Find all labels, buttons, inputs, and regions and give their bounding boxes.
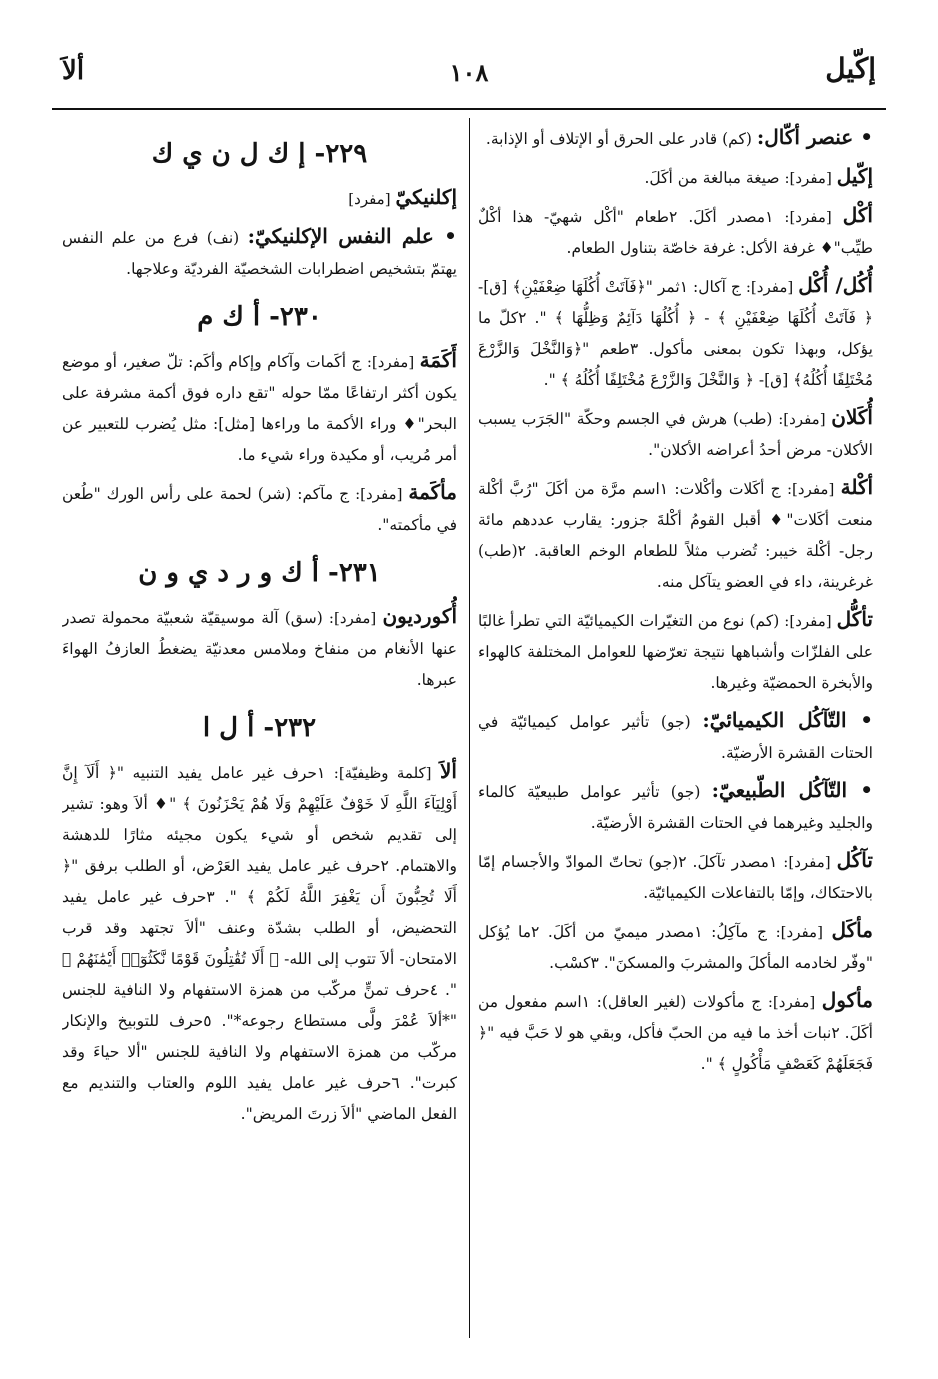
dictionary-entry — [62, 345, 457, 471]
entry-headword: أكْل — [842, 203, 873, 227]
dictionary-entry — [62, 182, 457, 215]
entry-definition: (جو) تأثير عوامل كيميائيّة في الحتات القشرة الأرضيّة. — [478, 713, 873, 762]
entry-grammar-tag: [مفرد]: — [745, 278, 794, 296]
dictionary-entry — [478, 200, 873, 264]
dictionary-entry — [478, 402, 873, 466]
right-column — [478, 122, 873, 1337]
entry-definition: ج آكال: ١ثمر "﴿فَآتَتْ أُكُلَهَا ضِعْفَيْنِ﴾ [ق]- ﴿ فَآتَتْ أُكُلَهَا ضِعْفَيْنِ ﴾ - ﴿ أُكُلُهَا دَآئِمٌ وَظِلُّهَا ﴾ ". ٢كلّ ما يؤكل، وبهذا تكون بمعنى مأكول. ٣طعم "﴿وَالنَّخْلَ وَالزَّرْعَ مُخْتَلِفًا أُكُلُهُ﴾ [ق]- ﴿ وَالنَّخْلَ وَالزَّرْعَ مُخْتَلِفًا أُكُلُهُ ﴾ ". — [478, 278, 873, 389]
entry-definition: (طب) هرش في الجسم وحكّة "الجَرَب يسبب الأكلان- مرض أحدُ أعراضه الأكلان". — [478, 410, 873, 459]
entry-definition: ١مصدر تآكلَ. ٢(جو) تحاتّ الموادّ والأجسام إمّا بالاحتكاك، وإمّا بالتفاعلات الكيميائيّة. — [478, 853, 873, 902]
entry-headword: أَكَمَة — [419, 348, 457, 372]
page-number: ١٠٨ — [449, 58, 489, 87]
page-header — [62, 52, 876, 92]
left-column — [62, 122, 457, 1337]
dictionary-entry — [478, 122, 873, 155]
dictionary-entry — [478, 161, 873, 194]
running-head-last-word: ألاَ — [62, 56, 85, 86]
entry-definition: (كم) نوع من التغيّرات الكيميائيّة التي تطرأ غالبًا على الفلزّات وأشباهها نتيجة تعرّضها للعوامل المختلفة كالهواء والأبخرة الحمضيّة وغيرها. — [478, 612, 873, 692]
root-section-title: ٢٣٠- أ ك م — [197, 302, 322, 332]
entry-definition: ج أكَمات وآكام وإكام وأكَم: تلّ صغير، أو موضع يكون أكثر ارتفاعًا ممّا حوله "تقع داره فوق أكمة مشرفة على البحر"♦ وراء الأكمة ما وراءها [مثل]: مثل يُضرب للتعبير عن أمر مُريب، أو مكيدة وراء شيء ما. — [62, 353, 457, 464]
dictionary-entry — [478, 270, 873, 396]
entry-headword: ألاَ — [440, 759, 457, 783]
entry-headword: إكلنيكيّ — [395, 185, 457, 209]
dictionary-entry — [62, 221, 457, 285]
entry-definition: (سق) آلة موسيقيّة شعبيّة محمولة تصدر عنها الأنغام من منفاخ وملامس معدنيّة يضغطُ العازفُ الهواءَ عبرها. — [62, 609, 457, 689]
dictionary-entry — [478, 985, 873, 1080]
dictionary-entry — [478, 915, 873, 979]
entry-grammar-tag: [مفرد]: — [784, 208, 832, 226]
root-section-title: ٢٣٢- أ ل ا — [202, 713, 317, 743]
entry-grammar-tag: [مفرد]: — [355, 485, 403, 503]
dictionary-entry — [62, 601, 457, 696]
dictionary-entry — [478, 705, 873, 769]
entry-grammar-tag: [مفرد]: — [784, 612, 832, 630]
entry-grammar-tag: [مفرد]: — [767, 993, 816, 1011]
entry-headword: أُكَلان — [831, 405, 873, 429]
entry-grammar-tag: [مفرد]: — [784, 169, 832, 187]
entry-definition: (كم) قادر على الحرق أو الإتلاف أو الإذابة. — [485, 130, 752, 148]
entry-headword: تأكُّل — [836, 607, 873, 631]
entry-definition: ج أكَلات وأكْلات: ١اسم مرَّة من أكَلَ "رُبَّ أكْلة منعت أكَلات"♦ أقبل القومُ أكْلةَ جزور: يقارب عددهم مائة رجل- أكْلة خيبر: تُضرب مثلاً للطعام الوخم العاقبة. ٢(طب) غرغرينة، داء في العضو يتآكل منه. — [478, 480, 873, 591]
entry-headword: أكْلة — [840, 475, 873, 499]
dictionary-entry — [62, 477, 457, 541]
entry-definition: (نف) فرع من علم النفس يهتمّ بتشخيص اضطرابات الشخصيّة الفرديّة وعلاجها. — [62, 229, 457, 278]
dictionary-entry — [478, 845, 873, 909]
entry-definition: ج مآكِلُ: ١مصدر ميميّ من أكَلَ. ٢ما يُؤكل "وفّر لخادمه المأكلَ والمشربَ والمسكنَ". ٣كسْب. — [478, 923, 873, 972]
entry-definition: صيغة مبالغة من أكَلَ. — [644, 169, 780, 187]
root-section-title: ٢٢٩- إ ك ل ن ي ك — [151, 139, 368, 169]
dictionary-entry — [478, 604, 873, 699]
entry-grammar-tag: [مفرد]: — [786, 480, 835, 498]
entry-headword: أُكُل/ أُكْل — [798, 273, 873, 297]
entry-headword: مأكَل — [831, 918, 873, 942]
entry-definition: (جو) تأثير عوامل طبيعيّة كالماء والجليد وغيرهما في الحتات القشرة الأرضيّة. — [478, 783, 873, 832]
dictionary-entry — [478, 472, 873, 598]
entry-headword: • عنصر أكّال: — [756, 125, 873, 149]
entry-definition: ١حرف غير عامل يفيد التنبيه "﴿ أَلَآ إِنَّ أَوْلِيَآءَ اللَّهِ لَا خَوْفٌ عَلَيْهِمْ وَلَا هُمْ يَحْزَنُونَ ﴾ "♦ ألاَ وهو: تشير إلى تقديم شخص أو شيء يكون مجيئه مثارًا للدهشة والاهتمام. ٢حرف غير عامل يفيد العَرْض، أو الطلب برفق "﴿ أَلَا تُحِبُّونَ أَن يَغْفِرَ اللَّهُ لَكُمْ ﴾ ". ٣حرف غير عامل يفيد التحضيض، أو الطلب بشدّة وعنف "ألاَ تجتهد وقد قرب الامتحان- ألاَ تتوب إلى الله- ﴿ أَلَا تُقَٰتِلُونَ قَوْمًا نَّكَثُوٓا۟ أَيْمَٰنَهُمْ ﴾ ". ٤حرف تمنٍّ مركّب من همزة الاستفهام ولا النافية للجنس "*ألاَ عُمْرَ ولَّى مستطاع رجوعه*". ٥حرف للتوبيخ والإنكار مركّب من همزة الاستفهام ولا النافية للجنس "ألا حياءَ وقد كبرت". ٦حرف غير عامل يفيد اللوم والعتاب والتنديم مع الفعل الماضي "ألاَ زرتَ المريض". — [62, 764, 457, 1123]
entry-headword: مأكَمة — [408, 480, 457, 504]
entry-headword: • التّآكُل الكيميائيّ: — [702, 708, 873, 732]
root-section-title: ٢٣١- أ ك و ر د ي و ن — [138, 558, 381, 588]
entry-headword: • التّآكُل الطّبيعيّ: — [711, 778, 873, 802]
entry-headword: أُكورديون — [382, 604, 457, 628]
column-divider — [469, 118, 470, 1338]
running-head-first-word: إكّيل — [825, 52, 876, 85]
entry-headword: تآكُل — [836, 848, 873, 872]
entry-headword: إكّيل — [836, 164, 873, 188]
entry-grammar-tag: [كلمة وظيفيّة]: — [333, 764, 432, 782]
entry-definition: ١مصدر أكَلَ. ٢طعام "أكْل شهيّ- هذا أكْلٌ طيِّب"♦ غرفة الأكل: غرفة خاصّة بتناول الطعام. — [478, 208, 873, 257]
entry-headword: مأكول — [821, 988, 873, 1012]
header-rule — [52, 108, 886, 110]
entry-grammar-tag: [مفرد]: — [783, 853, 831, 871]
entry-grammar-tag: [مفرد]: — [366, 353, 415, 371]
entry-grammar-tag: [مفرد]: — [328, 609, 377, 627]
entry-grammar-tag: [مفرد]: — [775, 923, 823, 941]
entry-definition: ج مآكم: (شر) لحمة على رأس الورك "طُعن في مأكمته". — [62, 485, 457, 534]
dictionary-entry — [62, 756, 457, 1130]
entry-definition: ج مأكولات (لغير العاقل): ١اسم مفعول من أكَلَ. ٢نبات أخذ ما فيه من الحبّ فأكل، وبقي هو لا حَبَّ فيه "﴿ فَجَعَلَهُمْ كَعَصْفٍ مَأْكُولٍ ﴾ ". — [478, 993, 873, 1073]
entry-headword: • علم النفس الإكلنيكيّ: — [247, 224, 457, 248]
entry-grammar-tag: [مفرد] — [348, 190, 391, 208]
dictionary-entry — [478, 775, 873, 839]
entry-grammar-tag: [مفرد]: — [778, 410, 826, 428]
